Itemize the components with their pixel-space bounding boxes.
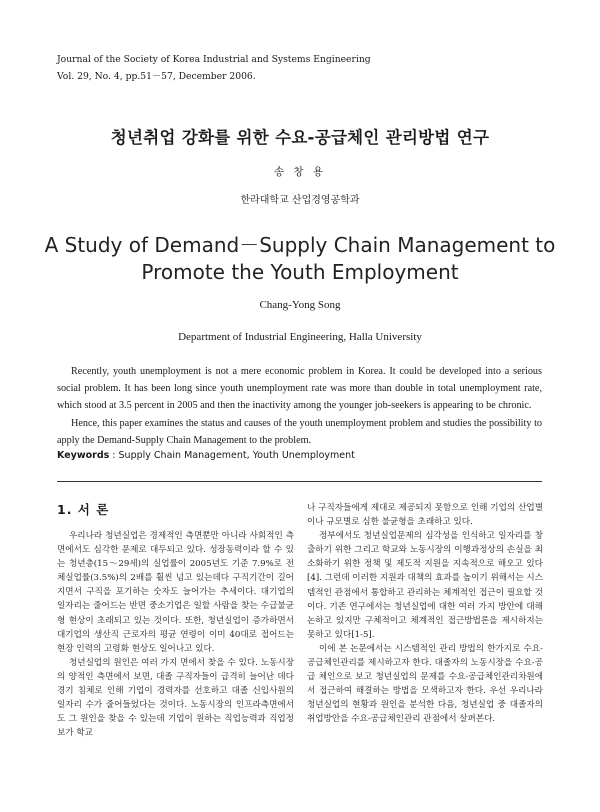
keywords-value: : Supply Chain Management, Youth Unemployment — [109, 450, 355, 461]
affiliation-korean: 한라대학교 산업경영공학과 — [240, 195, 360, 206]
abstract-paragraph-2: Hence, this paper examines the status and causes of the youth unemployment problem and studies the possibility to apply the Demand-Supply Chain Management to the problem. — [57, 417, 542, 446]
body-left-paragraph-1: 우리나라 청년실업은 경제적인 측면뿐만 아니라 사회적인 측면에서도 심각한 문제로 대두되고 있다. 성장동력이라 할 수 있는 청년층(15～29세)의 실업률이 2005년도 기준 7.9%로 전체실업률(3.5%)의 2배를 훨씬 넘고 있는데다 구직기간이 길어지면서 구직을 포기하는 숫자도 늘어가는 추세이다. 대기업의 일자리는 줄어드는 반면 중소기업은 일할 사람을 찾는 수급불균형 현상이 초래되고 있는 것이다. 또한, 청년실업이 증가하면서 대기업의 생산직 근로자의 평균 연령이 이미 40대로 접어드는 현장 인력의 고령화 현상도 일어나고 있다. — [57, 531, 294, 654]
body-right-paragraph-1: 나 구직자들에게 제대로 제공되지 못함으로 인해 기업의 산업별이나 규모별로 심한 불균형을 초래하고 있다. — [307, 503, 543, 528]
body-column-right — [307, 501, 543, 727]
abstract — [57, 363, 542, 449]
journal-name: Journal of the Society of Korea Industrial and Systems Engineering — [57, 54, 371, 65]
keywords — [57, 450, 355, 461]
body-left-paragraph-2: 청년실업의 원인은 여러 가지 면에서 찾을 수 있다. 노동시장의 양적인 측면에서 보면, 대졸 구직자들이 급격히 늘어난 데다 경기 침체로 인해 기업이 경력자를 선호하고 대졸 신입사원의 일자리 수가 줄어들었다는 것이다. 노동시장의 인프라측면에서도 그 원인을 찾을 수 있는데 기업이 원하는 직업능력과 직업정보가 학교 — [57, 657, 294, 739]
paper-title-english — [0, 232, 600, 286]
author-english: Chang-Yong Song — [259, 299, 341, 311]
section-title-introduction: 1. 서 론 — [57, 502, 110, 517]
affiliation-english: Department of Industrial Engineering, Halla University — [178, 331, 422, 343]
paper-title-english-line1: A Study of Demand－Supply Chain Management to — [44, 233, 556, 257]
journal-citation — [57, 51, 371, 85]
body-right-paragraph-2: 정부에서도 청년실업문제의 심각성을 인식하고 일자리를 창출하기 위한 그리고 학교와 노동시장의 이행과정상의 손실을 최소화하기 위한 정책 및 제도적 지원을 지속적으로 해오고 있다[4]. 그런데 이러한 지원과 대책의 효과를 높이기 위해서는 시스템적인 관점에서 통합하고 관리하는 체계적인 접근이 필요할 것이다. 기존 연구에서는 청년실업에 대한 여러 가지 방안에 대해 논하고 있지만 구체적이고 체계적인 접근방법론을 제시하지는 못하고 있다[1-5]. — [307, 531, 543, 640]
body-right-paragraph-3: 이에 본 논문에서는 시스템적인 관리 방법의 한가지로 수요-공급체인관리를 제시하고자 한다. 대졸자의 노동시장을 수요-공급 체인으로 보고 청년실업의 문제를 수요-공급체인관리차원에서 접근하여 해결하는 방법을 모색하고자 한다. 우선 우리나라 청년실업의 현황과 원인을 분석한 다음, 청년실업 중 대졸자의 취업방안을 수요-공급체인관리 관점에서 살펴본다. — [307, 643, 543, 725]
author-korean: 송 창 용 — [273, 166, 327, 178]
keywords-label: Keywords — [57, 450, 110, 461]
body-column-left — [57, 529, 294, 740]
section-divider — [57, 481, 542, 482]
paper-title-korean: 청년취업 강화를 위한 수요-공급체인 관리방법 연구 — [110, 128, 490, 147]
abstract-paragraph-1: Recently, youth unemployment is not a mere economic problem in Korea. It could be developed into a serious social problem. It has been long since youth unemployment rate was more than double in total unemployment rate, which stood at 3.5 percent in 2005 and then the inactivity among the younger job-seekers is appearing to be chronic. — [57, 366, 542, 412]
paper-title-english-line2: Promote the Youth Employment — [141, 260, 459, 284]
journal-volume: Vol. 29, No. 4, pp.51－57, December 2006. — [57, 71, 256, 82]
